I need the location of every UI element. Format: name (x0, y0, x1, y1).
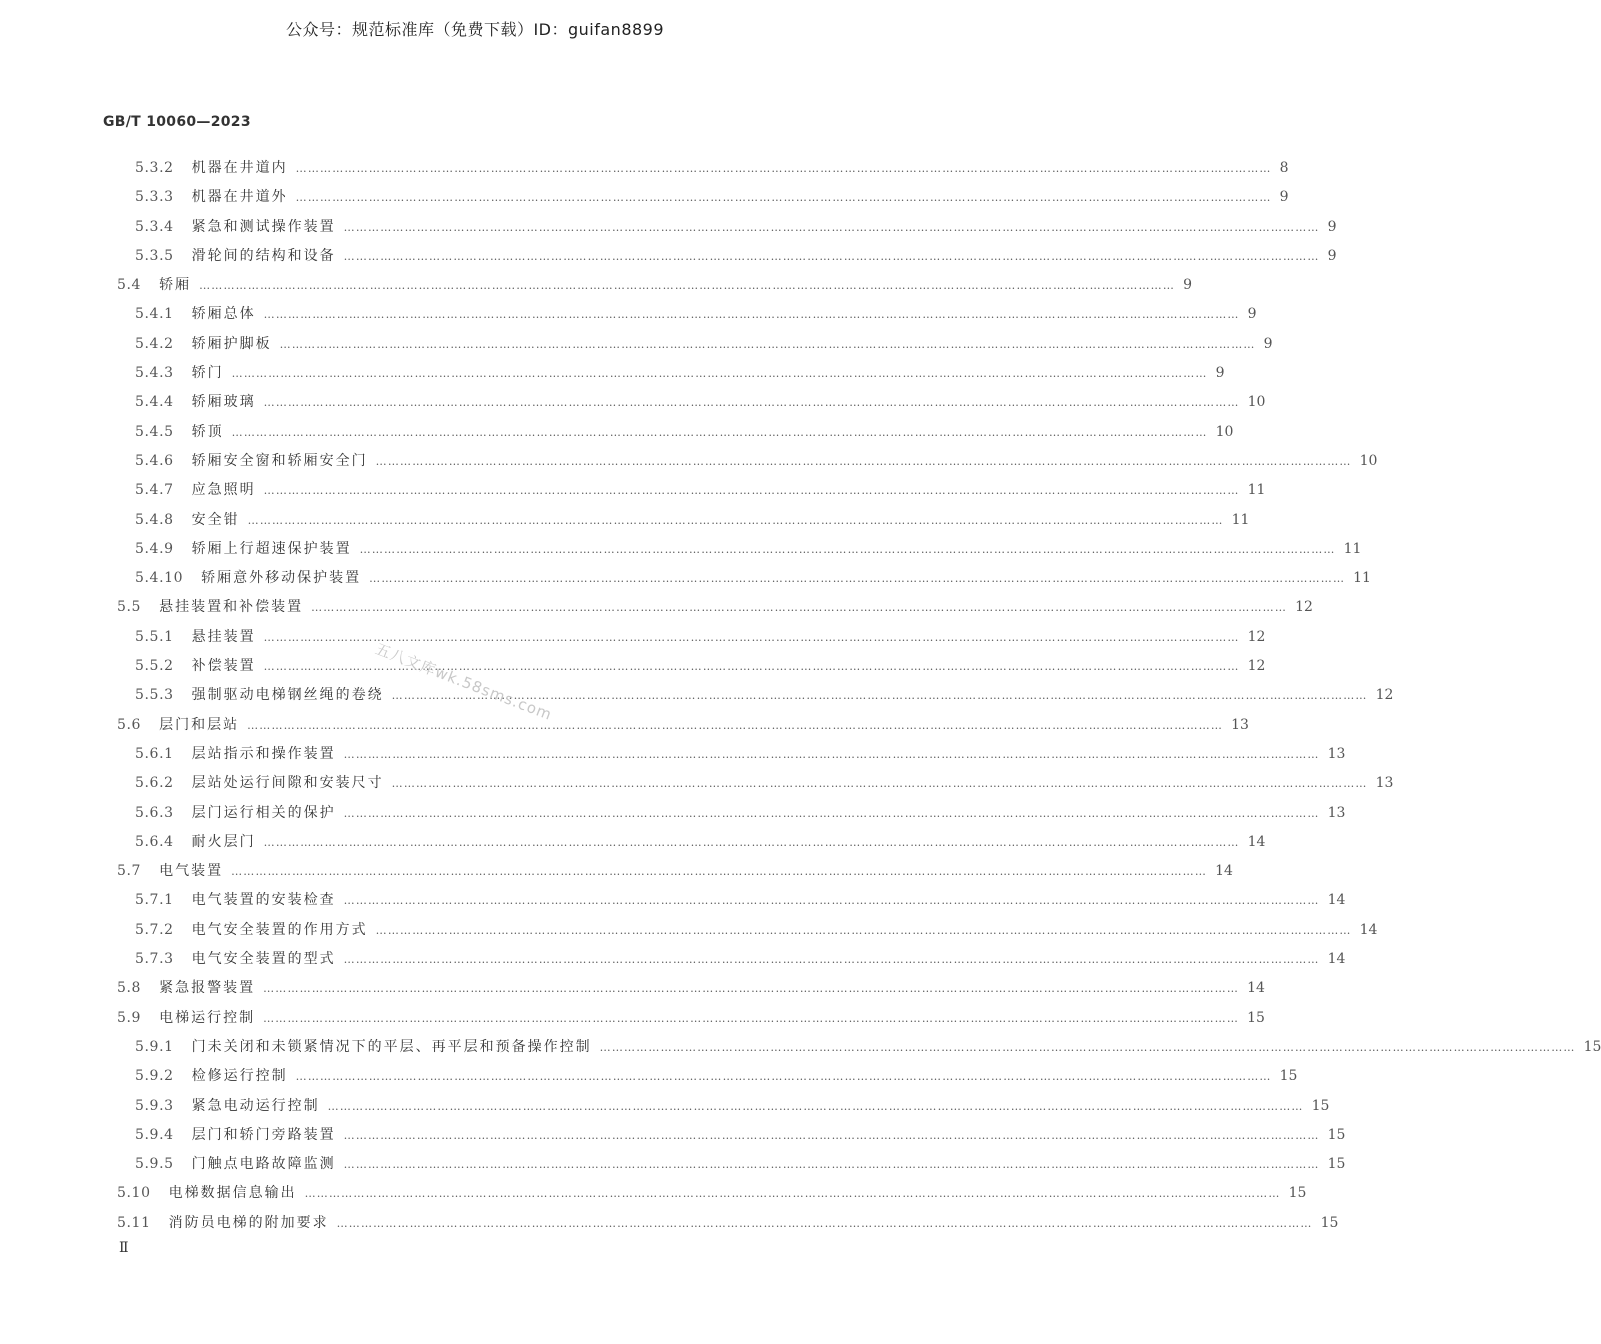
toc-entry-title: 安全钳 (191, 511, 240, 528)
toc-leader-dots: …………………………………………………………………………………………………………………………………………………………………………………………………………………… (359, 542, 1336, 556)
toc-entry-number: 5.4.1 (135, 306, 174, 323)
toc-entry-number: 5.5.3 (135, 687, 174, 704)
toc-entry-page: 13 (1327, 745, 1346, 762)
toc-entry-page: 10 (1247, 394, 1266, 411)
toc-entry-number: 5.4.5 (135, 423, 174, 440)
toc-leader-dots: …………………………………………………………………………………………………………………………………………………………………………………………………………………… (343, 894, 1320, 908)
toc-entry-number: 5.4.7 (135, 482, 174, 499)
toc-entry-number: 5.6.2 (135, 775, 174, 792)
toc-entry-number: 5.3.5 (135, 247, 174, 264)
toc-entry-page: 10 (1359, 452, 1378, 469)
toc-entry[interactable] (0, 681, 1394, 710)
toc-entry-page: 14 (1247, 833, 1266, 850)
toc-leader-dots: …………………………………………………………………………………………………………………………………………………………………………………………………………………… (391, 777, 1368, 791)
toc-leader-dots: …………………………………………………………………………………………………………………………………………………………………………………………………………………… (231, 425, 1208, 439)
toc-entry-number: 5.6.1 (135, 745, 174, 762)
toc-entry-number: 5.4.3 (135, 365, 174, 382)
toc-entry-title: 滑轮间的结构和设备 (191, 247, 336, 264)
toc-entry-title: 轿顶 (191, 423, 224, 440)
toc-entry-number: 5.5.1 (135, 628, 174, 645)
toc-entry-title: 层站处运行间隙和安装尺寸 (191, 775, 384, 792)
toc-entry-number: 5.7.3 (135, 951, 174, 968)
toc-entry-page: 14 (1247, 980, 1265, 997)
toc-entry[interactable] (0, 1092, 1330, 1121)
toc-entry-title: 机器在井道外 (191, 189, 288, 206)
toc-leader-dots: …………………………………………………………………………………………………………………………………………………………………………………………………………………… (263, 630, 1240, 644)
toc-entry-page: 10 (1215, 423, 1234, 440)
toc-entry-title: 紧急电动运行控制 (191, 1097, 320, 1114)
toc-entry[interactable] (0, 799, 1346, 828)
toc-entry-number: 5.4.4 (135, 394, 174, 411)
toc-entry-page: 15 (1288, 1185, 1307, 1202)
toc-leader-dots: …………………………………………………………………………………………………………………………………………………………………………………………………………………… (375, 923, 1352, 937)
toc-entry[interactable] (0, 740, 1346, 769)
toc-leader-dots: …………………………………………………………………………………………………………………………………………………………………………………………………………………… (343, 806, 1320, 820)
toc-entry-title: 电梯数据信息输出 (168, 1185, 297, 1202)
toc-entry-title: 电气安全装置的作用方式 (191, 921, 368, 938)
toc-entry-page: 11 (1231, 511, 1250, 528)
toc-leader-dots: …………………………………………………………………………………………………………………………………………………………………………………………………………………… (336, 1216, 1313, 1230)
toc-entry[interactable] (0, 857, 1233, 886)
toc-entry[interactable] (0, 623, 1266, 652)
toc-entry-page: 13 (1375, 775, 1394, 792)
document-id: GB/T 10060—2023 (103, 114, 251, 130)
toc-entry[interactable] (0, 213, 1337, 242)
toc-entry-number: 5.10 (117, 1185, 151, 1202)
toc-entry-page: 12 (1295, 599, 1313, 616)
toc-entry-page: 14 (1327, 951, 1346, 968)
toc-entry[interactable] (0, 564, 1371, 593)
toc-entry-title: 门未关闭和未锁紧情况下的平层、再平层和预备操作控制 (191, 1038, 592, 1055)
toc-entry-page: 9 (1263, 335, 1273, 352)
toc-entry-title: 轿厢上行超速保护装置 (191, 540, 352, 557)
toc-entry-title: 电气安全装置的型式 (191, 951, 336, 968)
toc-entry-page: 11 (1353, 570, 1371, 587)
toc-entry-title: 层站指示和操作装置 (191, 745, 336, 762)
toc-leader-dots: …………………………………………………………………………………………………………………………………………………………………………………………………………………… (343, 249, 1320, 263)
toc-entry-title: 机器在井道内 (191, 160, 288, 176)
toc-entry-page: 14 (1327, 892, 1346, 909)
toc-entry-title: 轿厢安全窗和轿厢安全门 (191, 452, 368, 469)
toc-entry[interactable] (0, 916, 1378, 945)
toc-entry-title: 门触点电路故障监测 (191, 1156, 336, 1173)
toc-entry-title: 轿门 (191, 365, 224, 382)
toc-entry-number: 5.7.2 (135, 921, 174, 938)
toc-entry-page: 13 (1231, 716, 1249, 733)
toc-entry-number: 5.9.2 (135, 1068, 174, 1085)
toc-entry-page: 9 (1327, 218, 1337, 235)
toc-entry-number: 5.3.2 (135, 160, 174, 176)
toc-entry-page: 15 (1311, 1097, 1330, 1114)
toc-leader-dots: …………………………………………………………………………………………………………………………………………………………………………………………………………………… (295, 1070, 1272, 1084)
toc-leader-dots: …………………………………………………………………………………………………………………………………………………………………………………………………………………… (599, 1040, 1576, 1054)
toc-entry-number: 5.9.3 (135, 1097, 174, 1114)
toc-entry-page: 9 (1327, 247, 1337, 264)
toc-entry-number: 5.5 (117, 599, 142, 616)
toc-leader-dots: …………………………………………………………………………………………………………………………………………………………………………………………………………………… (263, 982, 1240, 996)
toc-entry-number: 5.6.3 (135, 804, 174, 821)
toc-entry[interactable] (0, 418, 1234, 447)
toc-entry[interactable] (0, 1062, 1298, 1091)
toc-entry-page: 13 (1327, 804, 1346, 821)
toc-entry-page: 14 (1215, 863, 1233, 880)
toc-entry[interactable] (0, 535, 1362, 564)
toc-entry-title: 悬挂装置和补偿装置 (159, 599, 304, 616)
toc-entry[interactable] (0, 359, 1225, 388)
toc-entry-number: 5.6 (117, 716, 142, 733)
toc-leader-dots: …………………………………………………………………………………………………………………………………………………………………………………………………………………… (231, 865, 1208, 879)
toc-leader-dots: …………………………………………………………………………………………………………………………………………………………………………………………………………………… (327, 1099, 1304, 1113)
toc-leader-dots: …………………………………………………………………………………………………………………………………………………………………………………………………………………… (263, 484, 1240, 498)
toc-entry-page: 12 (1375, 687, 1394, 704)
toc-entry[interactable] (0, 1121, 1346, 1150)
page-number: Ⅱ (119, 1240, 129, 1256)
toc-entry-title: 轿厢护脚板 (191, 335, 272, 352)
toc-leader-dots: …………………………………………………………………………………………………………………………………………………………………………………………………………………… (295, 162, 1272, 175)
toc-entry-title: 层门和轿门旁路装置 (191, 1126, 336, 1143)
toc-entry-number: 5.4.9 (135, 540, 174, 557)
toc-leader-dots: …………………………………………………………………………………………………………………………………………………………………………………………………………………… (263, 396, 1240, 410)
watermark: 五八文库wk.58sms.com (372, 639, 555, 724)
toc-entry[interactable] (0, 506, 1250, 535)
toc-entry-title: 紧急报警装置 (159, 980, 256, 997)
toc-leader-dots: …………………………………………………………………………………………………………………………………………………………………………………………………………………… (375, 454, 1352, 468)
toc-leader-dots: …………………………………………………………………………………………………………………………………………………………………………………………………………………… (369, 572, 1346, 586)
toc-entry-page: 15 (1247, 1009, 1265, 1026)
toc-entry-number: 5.8 (117, 980, 142, 997)
toc-entry-number: 5.9.1 (135, 1038, 174, 1055)
toc-entry-title: 轿厢意外移动保护装置 (201, 570, 362, 587)
toc-entry-page: 15 (1327, 1126, 1346, 1143)
toc-entry-page: 9 (1247, 306, 1257, 323)
toc-entry-title: 应急照明 (191, 482, 256, 499)
toc-entry-page: 9 (1215, 365, 1225, 382)
toc-entry-title: 电梯运行控制 (159, 1009, 256, 1026)
toc-entry-number: 5.7.1 (135, 892, 174, 909)
toc-entry[interactable] (0, 183, 1289, 212)
toc-entry[interactable] (0, 828, 1266, 857)
toc-leader-dots: …………………………………………………………………………………………………………………………………………………………………………………………………………………… (295, 191, 1272, 205)
toc-entry-number: 5.3.3 (135, 189, 174, 206)
toc-entry[interactable] (0, 974, 1265, 1003)
toc-entry-title: 耐火层门 (191, 833, 256, 850)
toc-entry-title: 层门和层站 (159, 716, 240, 733)
toc-entry-page: 15 (1327, 1156, 1346, 1173)
toc-entry[interactable] (0, 593, 1313, 622)
toc-entry[interactable] (0, 1179, 1307, 1208)
toc-entry-number: 5.11 (117, 1214, 151, 1231)
toc-leader-dots: …………………………………………………………………………………………………………………………………………………………………………………………………………………… (343, 220, 1320, 234)
toc-entry-page: 15 (1279, 1068, 1298, 1085)
toc-entry[interactable] (0, 711, 1249, 740)
toc-leader-dots: …………………………………………………………………………………………………………………………………………………………………………………………………………………… (279, 337, 1256, 351)
toc-entry-page: 8 (1279, 160, 1289, 176)
toc-entry-page: 14 (1359, 921, 1378, 938)
toc-entry-title: 电气装置的安装检查 (191, 892, 336, 909)
toc-entry-title: 电气装置 (159, 863, 224, 880)
toc-entry[interactable] (0, 388, 1266, 417)
toc-entry-page: 11 (1343, 540, 1362, 557)
toc-entry-title: 轿厢 (159, 277, 192, 294)
toc-leader-dots: …………………………………………………………………………………………………………………………………………………………………………………………………………………… (247, 513, 1224, 527)
toc-entry-number: 5.9.4 (135, 1126, 174, 1143)
toc-entry-number: 5.4.10 (135, 570, 184, 587)
toc-leader-dots: …………………………………………………………………………………………………………………………………………………………………………………………………………………… (199, 279, 1176, 293)
toc-entry-number: 5.6.4 (135, 833, 174, 850)
toc-entry[interactable] (0, 1004, 1265, 1033)
toc-entry-number: 5.4.2 (135, 335, 174, 352)
toc-entry-number: 5.9 (117, 1009, 142, 1026)
toc-entry[interactable] (0, 330, 1273, 359)
toc-entry[interactable] (0, 1033, 1601, 1062)
toc-leader-dots: …………………………………………………………………………………………………………………………………………………………………………………………………………………… (247, 718, 1224, 732)
toc-entry-page: 9 (1183, 277, 1192, 294)
toc-leader-dots: …………………………………………………………………………………………………………………………………………………………………………………………………………………… (343, 953, 1320, 967)
toc-entry-title: 紧急和测试操作装置 (191, 218, 336, 235)
toc-leader-dots: …………………………………………………………………………………………………………………………………………………………………………………………………………………… (263, 835, 1240, 849)
toc-entry-number: 5.4.6 (135, 452, 174, 469)
toc-entry-page: 15 (1320, 1214, 1339, 1231)
toc-entry-page: 11 (1247, 482, 1266, 499)
toc-entry-page: 9 (1279, 189, 1289, 206)
toc-entry-number: 5.5.2 (135, 658, 174, 675)
toc-leader-dots: …………………………………………………………………………………………………………………………………………………………………………………………………………………… (311, 601, 1288, 615)
toc-leader-dots: …………………………………………………………………………………………………………………………………………………………………………………………………………………… (263, 660, 1240, 674)
toc-entry[interactable] (0, 154, 1289, 183)
toc-leader-dots: …………………………………………………………………………………………………………………………………………………………………………………………………………………… (343, 747, 1320, 761)
toc-entry-title: 悬挂装置 (191, 628, 256, 645)
toc-entry[interactable] (0, 1150, 1346, 1179)
toc-leader-dots: …………………………………………………………………………………………………………………………………………………………………………………………………………………… (343, 1128, 1320, 1142)
toc-entry-title: 轿厢玻璃 (191, 394, 256, 411)
toc-entry-page: 15 (1583, 1038, 1601, 1055)
toc-entry-number: 5.4 (117, 277, 142, 294)
toc-entry[interactable] (0, 476, 1266, 505)
toc-entry-title: 补偿装置 (191, 658, 256, 675)
toc-entry[interactable] (0, 242, 1337, 271)
toc-leader-dots: …………………………………………………………………………………………………………………………………………………………………………………………………………………… (231, 367, 1208, 381)
toc-entry-number: 5.7 (117, 863, 142, 880)
toc-leader-dots: …………………………………………………………………………………………………………………………………………………………………………………………………………………… (263, 1011, 1240, 1025)
toc-entry[interactable] (0, 886, 1346, 915)
toc-leader-dots: …………………………………………………………………………………………………………………………………………………………………………………………………………………… (304, 1187, 1281, 1201)
toc-entry-title: 检修运行控制 (191, 1068, 288, 1085)
toc-entry-title: 强制驱动电梯钢丝绳的卷绕 (191, 687, 384, 704)
toc-entry[interactable] (0, 1209, 1339, 1238)
toc-leader-dots: …………………………………………………………………………………………………………………………………………………………………………………………………………………… (343, 1158, 1320, 1172)
toc-entry-title: 轿厢总体 (191, 306, 256, 323)
toc-leader-dots: …………………………………………………………………………………………………………………………………………………………………………………………………………………… (263, 308, 1240, 322)
toc-entry-title: 消防员电梯的附加要求 (168, 1214, 329, 1231)
download-banner: 公众号：规范标准库（免费下载）ID：guifan8899 (285, 20, 665, 39)
toc-entry-title: 层门运行相关的保护 (191, 804, 336, 821)
toc-entry-number: 5.4.8 (135, 511, 174, 528)
toc-entry-number: 5.3.4 (135, 218, 174, 235)
toc-entry[interactable] (0, 447, 1378, 476)
toc-entry[interactable] (0, 271, 1192, 300)
toc-entry[interactable] (0, 300, 1257, 329)
toc-entry[interactable] (0, 945, 1346, 974)
toc-entry-page: 12 (1247, 628, 1266, 645)
toc-leader-dots: …………………………………………………………………………………………………………………………………………………………………………………………………………………… (391, 689, 1368, 703)
toc-entry-number: 5.9.5 (135, 1156, 174, 1173)
toc-entry[interactable] (0, 769, 1394, 798)
toc-entry-page: 12 (1247, 658, 1266, 675)
